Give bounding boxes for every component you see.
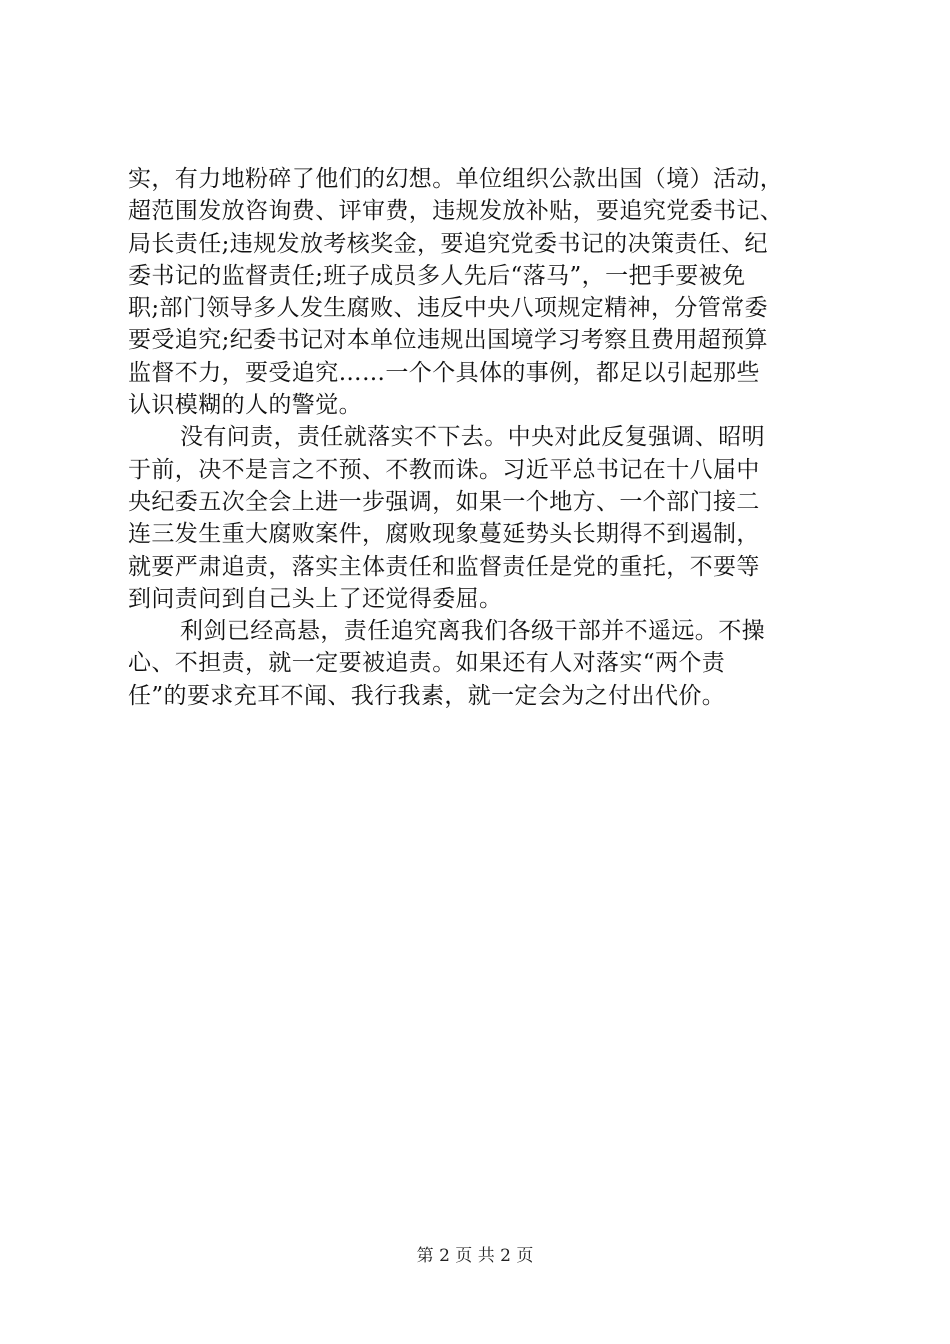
text-line: 认识模糊的人的警觉。 — [128, 392, 362, 419]
text-line: 连三发生重大腐败案件，腐败现象蔓延势头长期得不到遏制， — [128, 521, 760, 548]
text-line: 委书记的监督责任;班子成员多人先后“落马”，一把手要被免 — [128, 262, 746, 289]
text-line: 职;部门领导多人发生腐败、违反中央八项规定精神，分管常委 — [128, 295, 768, 322]
text-line: 央纪委五次全会上进一步强调，如果一个地方、一个部门接二 — [128, 488, 760, 515]
text-line: 心、不担责，就一定要被追责。如果还有人对落实“两个责 — [128, 650, 726, 677]
document-body — [128, 163, 828, 712]
text-line: 局长责任;违规发放考核奖金，要追究党委书记的决策责任、纪 — [128, 230, 768, 257]
text-line: 任”的要求充耳不闻、我行我素，就一定会为之付出代价。 — [128, 682, 726, 709]
paragraph-start-line: 没有问责，责任就落实不下去。中央对此反复强调、昭明 — [180, 424, 765, 451]
text-line: 超范围发放咨询费、评审费，违规发放补贴，要追究党委书记、 — [128, 198, 784, 225]
text-line: 实，有力地粉碎了他们的幻想。单位组织公款出国（境）活动， — [128, 166, 784, 192]
text-line: 到问责问到自己头上了还觉得委屈。 — [128, 585, 503, 612]
text-line: 要受追究;纪委书记对本单位违规出国境学习考察且费用超预算 — [128, 327, 768, 354]
text-line: 于前，决不是言之不预、不教而诛。习近平总书记在十八届中 — [128, 456, 760, 483]
text-line: 就要严肃追责，落实主体责任和监督责任是党的重托，不要等 — [128, 553, 760, 580]
text-line: 监督不力，要受追究……一个个具体的事例，都足以引起那些 — [128, 359, 760, 386]
paragraph-start-line: 利剑已经高悬，责任追究离我们各级干部并不遥远。不操 — [180, 618, 765, 645]
page-number-footer: 第 2 页 共 2 页 — [416, 1246, 534, 1266]
